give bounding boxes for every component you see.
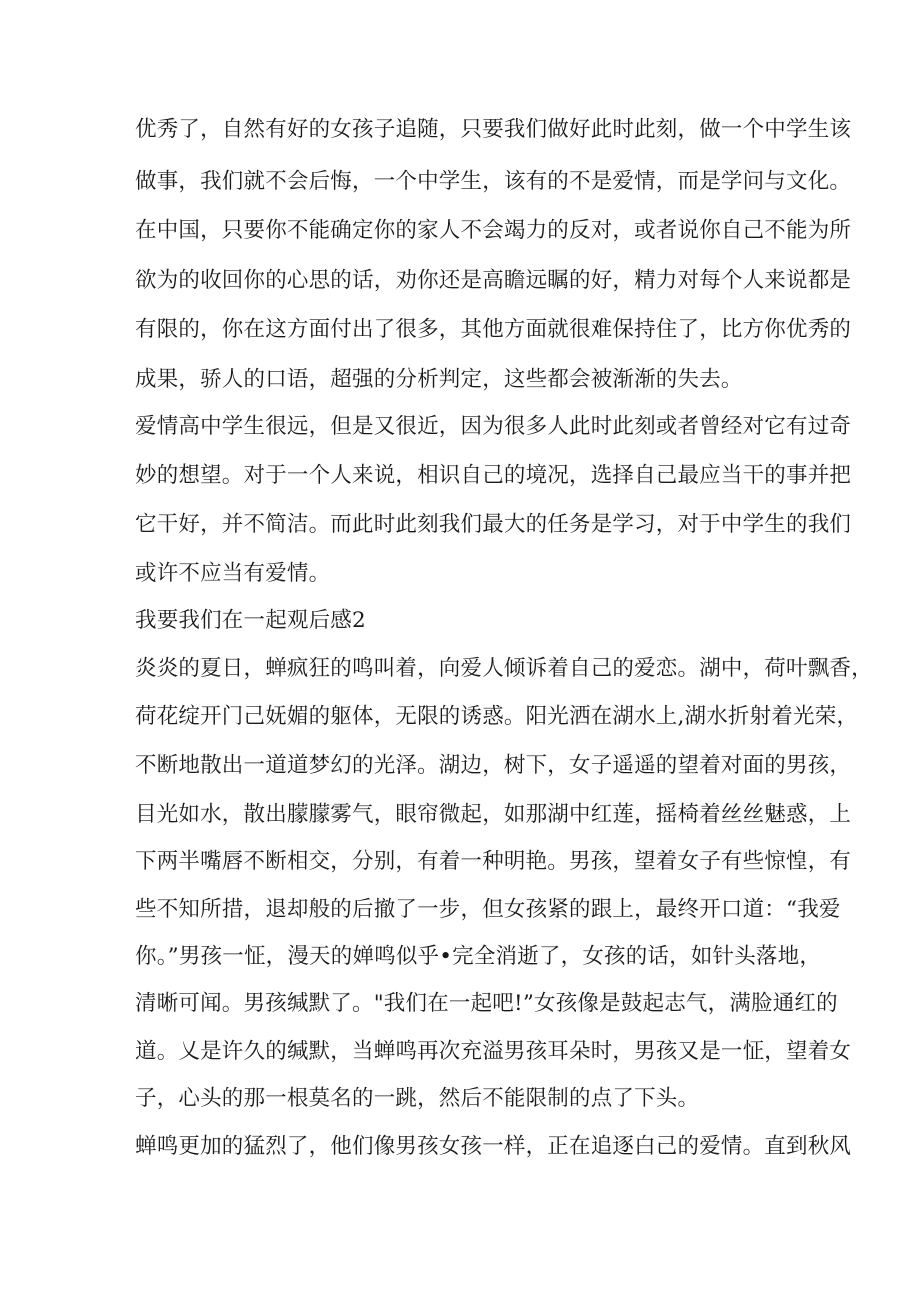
text-line: 爱情高中学生很远，但是又很近，因为很多人此时此刻或者曾经对它有过奇	[135, 414, 852, 439]
section-heading: 我要我们在一起观后感2	[135, 608, 366, 633]
text-line: 优秀了，自然有好的女孩子追随，只要我们做好此时此刻，做一个中学生该	[135, 117, 852, 142]
text-line: 妙的想望。对于一个人来说，相识自己的境况，选择自己最应当干的事并把	[135, 463, 852, 488]
text-line: 子，心头的那一根莫名的一跳，然后不能限制的点了下头。	[135, 1086, 700, 1111]
text-line: 或许不应当有爱情。	[135, 561, 331, 586]
text-line: 在中国，只要你不能确定你的家人不会竭力的反对，或者说你自己不能为所	[135, 218, 852, 243]
text-line: 目光如水，散出朦朦雾气，眼帘微起，如那湖中红莲，摇椅着丝丝魅惑，上	[135, 802, 852, 827]
text-line: 做事，我们就不会后悔，一个中学生，该有的不是爱情，而是学问与文化。	[135, 169, 852, 194]
text-line: 它干好，并不简洁。而此时此刻我们最大的任务是学习，对于中学生的我们	[135, 512, 852, 537]
text-line: 荷花绽开门己妩媚的躯体，无限的诱惑。阳光洒在湖水上,湖水折射着光荣，	[135, 704, 859, 729]
text-line: 蝉鸣更加的猛烈了，他们像男孩女孩一样，正在追逐白己的爱情。直到秋风	[135, 1134, 852, 1159]
text-line: 炎炎的夏日，蝉疯狂的鸣叫着，向爱人倾诉着自己的爱恋。湖中，荷叶飘香，	[135, 656, 873, 681]
text-line: 成果，骄人的口语，超强的分析判定，这些都会被渐渐的失去。	[135, 367, 743, 392]
text-line: 下两半嘴唇不断相交，分别，有着一种明艳。男孩，望着女子有些惊惶，有	[135, 849, 852, 874]
text-line: 不断地散出一道道梦幻的光泽。湖边，树下，女子遥遥的望着对面的男孩，	[135, 753, 852, 778]
text-line: 你。”男孩一怔，漫天的婵鸣似乎•完全消逝了，女孩的话，如针头落地，	[135, 944, 822, 969]
text-line: 欲为的收回你的心思的话，劝你还是高瞻远瞩的好，精力对每个人来说都是	[135, 268, 852, 293]
text-line: 些不知所措，退却般的后撤了一步，但女孩紧的跟上，最终开口道：“我爱	[135, 897, 841, 922]
text-line: 有限的，你在这方面付出了很多，其他方面就很难保持住了，比方你优秀的	[135, 317, 852, 342]
text-line: 道。乂是许久的缄默，当蝉鸣再次充溢男孩耳朵时，男孩又是一怔，望着女	[135, 1039, 852, 1064]
text-line: 清晰可闻。男孩缄默了。"我们在一起吧!”女孩像是鼓起志气，满脸通红的	[135, 991, 838, 1016]
